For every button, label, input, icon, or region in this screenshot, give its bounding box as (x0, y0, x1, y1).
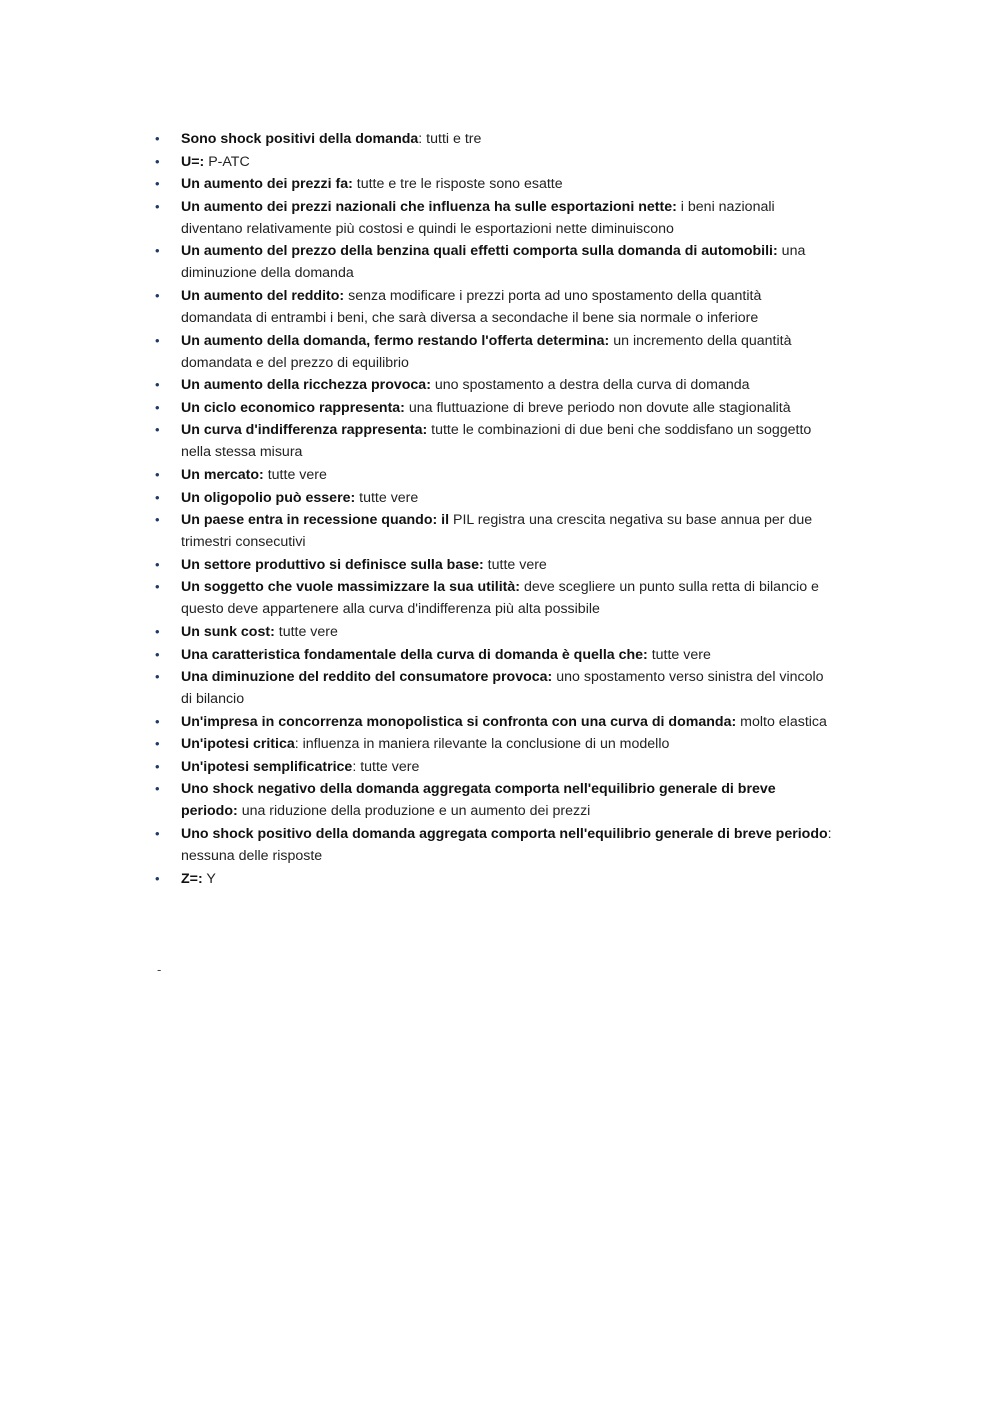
answer-text: tutte vere (647, 646, 711, 663)
question-text: Un curva d'indifferenza rappresenta: (181, 422, 428, 439)
answer-text: una diminuzione della domanda (181, 243, 806, 282)
question-text: Un aumento della domanda, fermo restando l'offerta determina: (181, 332, 610, 349)
question-text: Uno shock positivo della domanda aggregata comporta nell'equilibrio generale di breve periodo (181, 826, 828, 843)
question-text: Un oligopolio può essere: (181, 489, 356, 506)
question-text: Un aumento del prezzo della benzina quali effetti comporta sulla domanda di automobili: (181, 243, 778, 260)
answer-text: tutte vere (355, 489, 419, 506)
bullet-icon: • (155, 736, 160, 752)
question-text: Un'ipotesi critica (181, 736, 295, 753)
answer-text: tutte vere (263, 466, 327, 483)
list-item (155, 374, 835, 396)
answer-text: : influenza in maniera rilevante la conclusione di un modello (294, 736, 670, 753)
answer-text: : nessuna delle risposte (181, 826, 832, 865)
answer-text: Y (202, 870, 216, 887)
list-item (155, 173, 835, 195)
answer-text: un incremento della quantità domandata e del prezzo di equilibrio (181, 332, 792, 371)
question-answer-list (155, 128, 835, 890)
list-item (155, 823, 835, 867)
list-item (155, 509, 835, 553)
bullet-icon: • (155, 287, 160, 303)
bullet-icon: • (155, 579, 160, 595)
question-text: Sono shock positivi della domanda (181, 131, 419, 147)
question-text: Una diminuzione del reddito del consumatore provoca: (181, 669, 553, 686)
question-text: Un ciclo economico rappresenta: (181, 399, 405, 416)
question-text: Un mercato: (181, 466, 264, 483)
bullet-icon: • (155, 422, 160, 438)
list-item (155, 285, 835, 329)
list-item (155, 733, 835, 755)
bullet-icon: • (155, 870, 160, 886)
question-text: Un paese entra in recessione quando: il (181, 512, 450, 529)
bullet-icon: • (155, 176, 160, 192)
answer-text: tutte vere (274, 623, 338, 640)
answer-text: uno spostamento verso sinistra del vincolo di bilancio (181, 669, 824, 708)
answer-text: PIL registra una crescita negativa su base annua per due trimestri consecutivi (181, 512, 813, 551)
answer-text: P-ATC (204, 153, 250, 170)
list-item (155, 330, 835, 374)
answer-text: : tutte vere (352, 758, 420, 775)
question-text: Una caratteristica fondamentale della curva di domanda è quella che: (181, 646, 648, 663)
answer-text: tutte e tre le risposte sono esatte (352, 176, 563, 193)
list-item (155, 644, 835, 666)
question-text: U=: (181, 153, 205, 170)
answer-text: i beni nazionali diventano relativamente più costosi e quindi le esportazioni nette diminuiscono (181, 198, 775, 237)
bullet-icon: • (155, 623, 160, 639)
list-item (155, 397, 835, 419)
question-text: Un'ipotesi semplificatrice (181, 758, 353, 775)
list-item (155, 576, 835, 620)
footer-dash: - (157, 962, 162, 977)
list-item (155, 128, 835, 150)
list-item (155, 240, 835, 284)
bullet-icon: • (155, 198, 160, 214)
list-item (155, 151, 835, 173)
list-item (155, 419, 835, 463)
question-text: Z=: (181, 870, 203, 887)
question-text: Un aumento della ricchezza provoca: (181, 377, 431, 394)
bullet-icon: • (155, 131, 160, 146)
list-item (155, 196, 835, 240)
question-text: Un sunk cost: (181, 623, 275, 640)
bullet-icon: • (155, 466, 160, 482)
list-item (155, 621, 835, 643)
list-item (155, 868, 835, 890)
answer-text: uno spostamento a destra della curva di domanda (430, 377, 750, 394)
list-item (155, 778, 835, 822)
bullet-icon: • (155, 489, 160, 505)
bullet-icon: • (155, 669, 160, 685)
answer-text: deve scegliere un punto sulla retta di bilancio e questo deve appartenere alla curva d'indifferenza più alta possibile (181, 579, 819, 618)
list-item (155, 487, 835, 509)
answer-text: una riduzione della produzione e un aumento dei prezzi (237, 803, 591, 820)
bullet-icon: • (155, 243, 160, 259)
question-text: Un aumento del reddito: (181, 287, 345, 304)
answer-text: molto elastica (736, 713, 827, 730)
bullet-icon: • (155, 556, 160, 572)
question-text: Un settore produttivo si definisce sulla base: (181, 556, 484, 573)
list-item (155, 666, 835, 710)
bullet-icon: • (155, 512, 160, 528)
question-text: Un soggetto che vuole massimizzare la sua utilità: (181, 579, 521, 596)
list-item (155, 464, 835, 486)
bullet-icon: • (155, 646, 160, 662)
answer-text: senza modificare i prezzi porta ad uno spostamento della quantità domandata di entrambi i beni, che sarà diversa a secondache il bene sia normale o inferiore (181, 287, 762, 326)
bullet-icon: • (155, 332, 160, 348)
bullet-icon: • (155, 758, 160, 774)
bullet-icon: • (155, 377, 160, 393)
list-item (155, 554, 835, 576)
answer-text: tutte vere (483, 556, 547, 573)
answer-text: tutte le combinazioni di due beni che soddisfano un soggetto nella stessa misura (181, 422, 812, 461)
bullet-icon: • (155, 399, 160, 415)
bullet-icon: • (155, 826, 160, 842)
bullet-icon: • (155, 153, 160, 169)
question-text: Un aumento dei prezzi fa: (181, 176, 353, 193)
answer-text: : tutti e tre (418, 131, 482, 147)
question-text: Un'impresa in concorrenza monopolistica si confronta con una curva di domanda: (181, 713, 737, 730)
bullet-icon: • (155, 781, 160, 797)
question-text: Uno shock negativo della domanda aggregata comporta nell'equilibrio generale di breve periodo: (181, 781, 776, 820)
list-item (155, 711, 835, 733)
list-item (155, 756, 835, 778)
question-text: Un aumento dei prezzi nazionali che influenza ha sulle esportazioni nette: (181, 198, 677, 215)
bullet-icon: • (155, 713, 160, 729)
answer-text: una fluttuazione di breve periodo non dovute alle stagionalità (404, 399, 791, 416)
